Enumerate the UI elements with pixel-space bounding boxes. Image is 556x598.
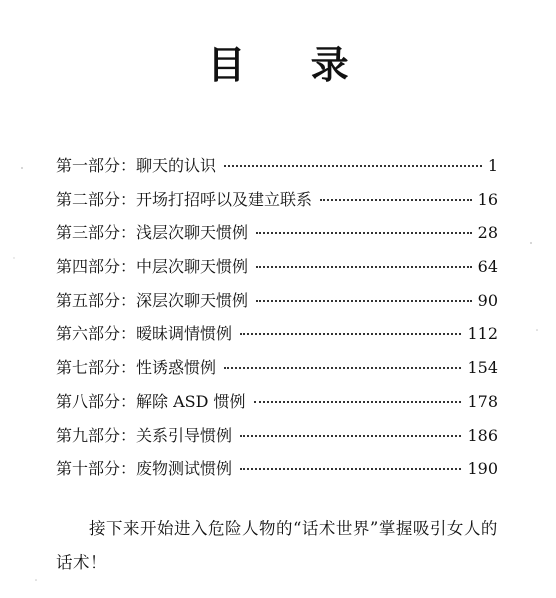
toc-entry-page: 90 — [477, 290, 498, 310]
toc-dot-leader — [320, 199, 472, 201]
toc-dot-leader — [240, 435, 461, 437]
scan-speck — [530, 242, 532, 244]
scan-speck — [21, 167, 23, 169]
toc-entry-page: 190 — [467, 459, 498, 479]
toc-entry-page: 64 — [477, 257, 498, 277]
toc-entry — [56, 250, 498, 284]
toc-entry-page: 1 — [487, 156, 498, 175]
toc-entry-page: 16 — [477, 189, 498, 209]
toc-entry — [56, 149, 498, 183]
toc-entry-label: 第十部分：废物测试惯例 — [56, 459, 233, 479]
toc-entry-page: 186 — [467, 425, 498, 445]
toc-entry — [56, 183, 498, 217]
toc-entry-label: 第三部分：浅层次聊天惯例 — [56, 223, 249, 243]
toc-entry-label: 第二部分：开场打招呼以及建立联系 — [56, 189, 313, 209]
toc-entry — [56, 317, 498, 351]
toc-entry-page: 154 — [467, 358, 498, 378]
toc-entry-label: 第六部分：暧昧调情惯例 — [56, 324, 233, 344]
toc-entry-label: 第七部分：性诱惑惯例 — [56, 358, 217, 378]
toc-dot-leader — [240, 333, 461, 335]
toc-entry-label: 第九部分：关系引导惯例 — [56, 425, 233, 445]
toc-dot-leader — [256, 232, 472, 234]
closing-paragraph: 接下来开始进入危险人物的“话术世界”掌握吸引女人的话术！ — [56, 519, 498, 572]
toc-entry-label: 第八部分：解除 ASD 惯例 — [56, 391, 246, 411]
toc-entry-page: 112 — [467, 324, 498, 344]
table-of-contents — [56, 149, 498, 486]
toc-entry — [56, 452, 498, 486]
scan-speck — [536, 329, 538, 331]
toc-entry — [56, 419, 498, 453]
toc-dot-leader — [224, 367, 461, 369]
toc-entry-label: 第四部分：中层次聊天惯例 — [56, 257, 249, 277]
toc-dot-leader — [224, 165, 482, 167]
toc-dot-leader — [240, 468, 461, 470]
scan-speck — [35, 579, 37, 581]
toc-dot-leader — [256, 266, 472, 268]
toc-entry-label: 第一部分：聊天的认识 — [56, 156, 217, 175]
toc-entry — [56, 216, 498, 250]
toc-dot-leader — [254, 401, 462, 403]
page-title: 目 录 — [207, 43, 375, 87]
toc-entry — [56, 351, 498, 385]
toc-entry-page: 28 — [477, 223, 498, 243]
scan-speck — [13, 257, 14, 258]
toc-entry — [56, 385, 498, 419]
toc-entry-label: 第五部分：深层次聊天惯例 — [56, 290, 249, 310]
toc-entry — [56, 284, 498, 318]
toc-dot-leader — [256, 300, 472, 302]
toc-entry-page: 178 — [467, 391, 498, 411]
